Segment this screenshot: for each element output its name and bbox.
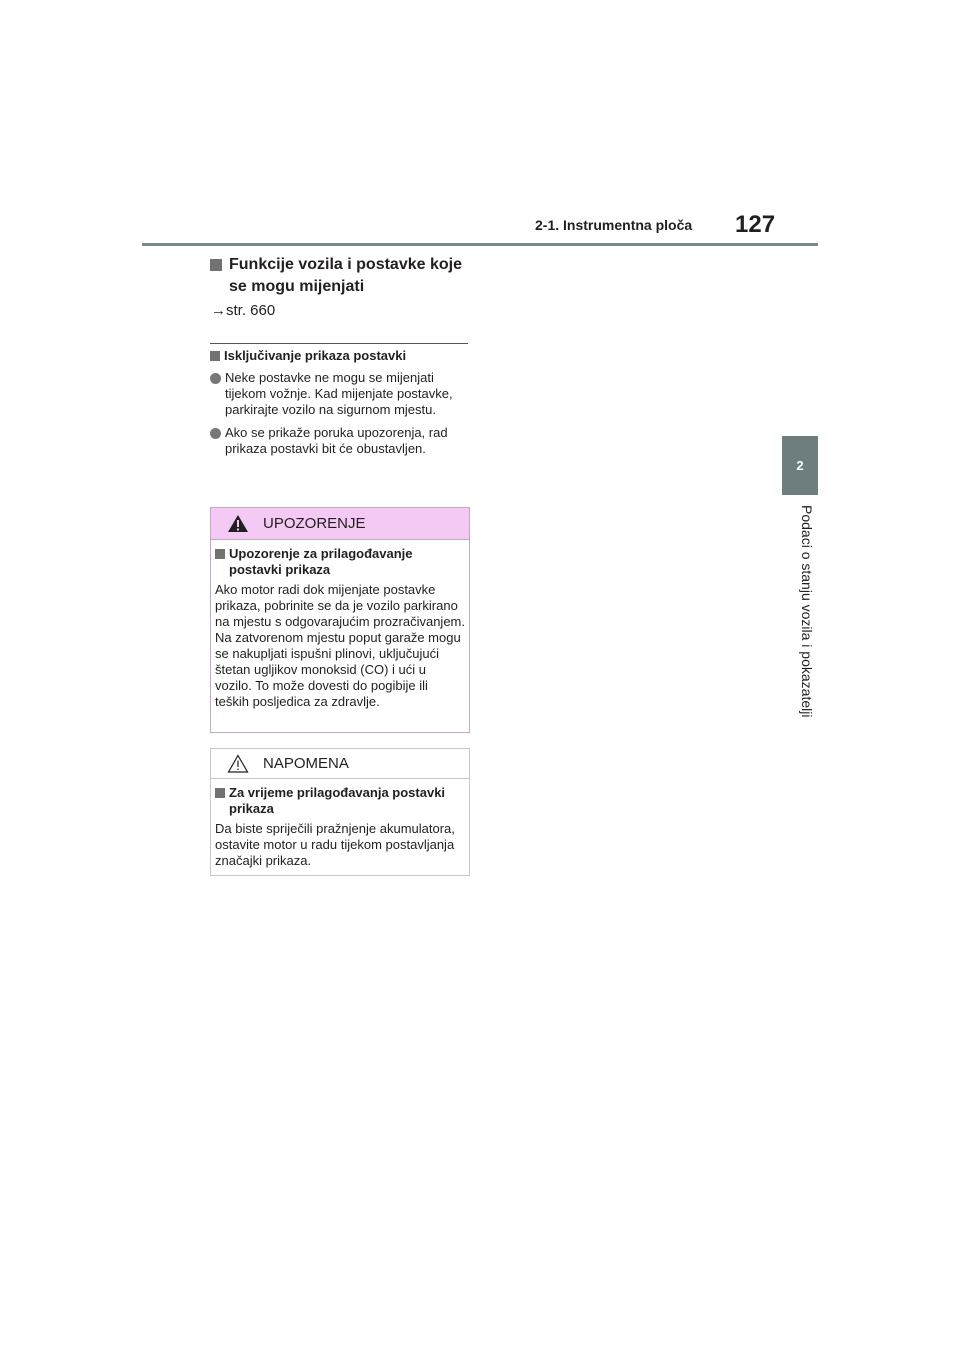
square-bullet-icon [215, 788, 225, 798]
round-bullet-icon [210, 373, 221, 384]
page-number: 127 [735, 211, 776, 238]
warning-triangle-icon [227, 514, 249, 533]
section-heading-text: Funkcije vozila i postavke koje se mogu mijenjati [229, 256, 462, 295]
notice-box [210, 748, 470, 876]
list-item [210, 425, 465, 457]
square-bullet-icon [215, 549, 225, 559]
page-reference: →str. 660 [211, 302, 276, 319]
chapter-label: Podaci o stanju vozila i pokazatelji [799, 505, 815, 718]
chapter-number: 2 [796, 458, 804, 473]
caution-triangle-outline-icon [227, 754, 249, 773]
note-heading-text: Isključivanje prikaza postavki [224, 348, 407, 363]
header-rule [142, 243, 818, 246]
round-bullet-icon [210, 428, 221, 439]
notice-text: Da biste spriječili pražnjenje akumulatora, ostavite motor u radu tijekom postavljanja značajki prikaza. [215, 821, 455, 868]
warning-text: Ako motor radi dok mijenjate postavke prikaza, pobrinite se da je vozilo parkirano na mjestu s odgovarajućim prozračivanjem. Na zatvorenom mjestu poput garaže mogu se nakupljati ispušni plinovi, uključujući štetan ugljikov monoksid (CO) i ući u vozilo. To može dovesti do pogibije ili teških posljedica za zdravlje. [215, 582, 465, 709]
square-bullet-icon [210, 259, 222, 271]
chapter-tab [782, 436, 818, 495]
list-item-text: Neke postavke ne mogu se mijenjati tijekom vožnje. Kad mijenjate postavke, parkirajte vozilo na sigurnom mjestu. [225, 370, 453, 417]
warning-subheading [215, 546, 460, 578]
notice-subheading [215, 785, 460, 817]
warning-header [211, 508, 469, 540]
notice-header [211, 749, 469, 779]
warning-title: UPOZORENJE [263, 515, 366, 532]
square-bullet-icon [210, 351, 220, 361]
note-heading [210, 348, 406, 363]
section-heading [210, 254, 470, 298]
section-title: 2-1. Instrumentna ploča [535, 217, 693, 233]
notice-subheading-text: Za vrijeme prilagođavanja postavki prikaza [229, 785, 446, 816]
bullet-list [210, 370, 465, 464]
notice-title: NAPOMENA [263, 755, 349, 772]
warning-box [210, 507, 470, 733]
warning-subheading-text: Upozorenje za prilagođavanje postavki prikaza [229, 546, 413, 577]
list-item [210, 370, 465, 418]
list-item-text: Ako se prikaže poruka upozorenja, rad prikaza postavki bit će obustavljen. [225, 425, 448, 456]
divider [210, 343, 468, 344]
